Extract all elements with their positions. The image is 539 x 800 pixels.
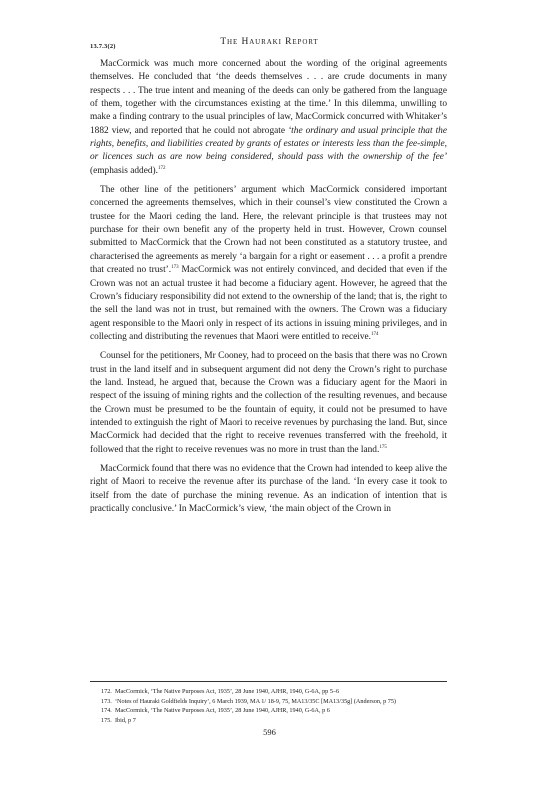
paragraph-text: Counsel for the petitioners, Mr Cooney, had to proceed on the basis that there was no Crown trust in the land itself and in subsequent argument did not deny the Crown’s right to purchase the land. Instead, he argued that, because the Crown was a fiduciary agent for the Maori in respect of the issuing of mining rights and the collection of the resulting revenues, and because the Crown must be presumed to be the fountain of equity, it could not be presumed to have intended to extinguish the right of Maori to receive revenues by purchasing the land. But, since MacCormick had decided that the right to receive revenues transferred with the freehold, it followed that the right to receive revenues was no more in trust than the land. — [90, 351, 447, 455]
paragraph — [90, 58, 447, 178]
paragraph-text: MacCormick was not entirely convinced, and decided that even if the Crown was not an actual trustee it had become a fiduciary agent. However, he agreed that the Crown’s fiduciary responsibility did not extend to the ownership of the land; that is, the right to the sell the land was not in trust, but remained with the owners. The Crown was a fiduciary agent responsible to the Maori only in respect of its actions in issuing mining privileges, and in collecting and distributing the revenues that Maori were entitled to receive. — [90, 265, 448, 342]
body-text — [90, 58, 447, 522]
footnote-ref: 172 — [157, 165, 166, 171]
footnote-ref: 174 — [371, 331, 379, 337]
paragraph-text: The other line of the petitioners’ argument which MacCormick considered important concerned the agreements themselves, which in their counsel’s view constituted the Crown a trustee for the Maori ceding the land. Here, the relevant principle is that trustees may not purchase for their own benefit any of the property held in trust. However, Crown counsel submitted to MacCormick that the Crown had not been constituted as a statutory trustee, and characterised the agreements as merely ‘a bargain for a right or easement . . . a profit a prendre that created no trust’. — [90, 185, 447, 276]
page-number: 596 — [263, 727, 276, 737]
footnote-text: MacCormick, ‘The Native Purposes Act, 1935’, 28 June 1940, AJHR, 1940, G-6A, pp 5–6 — [115, 688, 340, 695]
footnote — [101, 697, 447, 707]
footnote-number: 174. — [101, 707, 112, 714]
quoted-principle: ‘the ordinary and usual principle that the rights, benefits, and liabilities created by grants of estates or interests less than the fee-simple, or licences such as are now being considered, should pass with the ownership of the fee’ — [90, 125, 447, 163]
paragraph — [90, 463, 447, 516]
footnote — [101, 716, 447, 726]
paragraph-text: MacCormick was much more concerned about the wording of the original agreements themselves. He concluded that ‘the deeds themselves . . . are crude documents in many respects . . . The true intent and meaning of the deeds can only be gathered from the language of them, together with the circumstances existing at the time.’ In this dilemma, unwilling to make a finding contrary to the usual principles of law, MacCormick concurred with Whitaker’s 1882 view, and reported that he could not abrogate — [90, 59, 447, 136]
footnote — [101, 687, 447, 697]
paragraph-text: MacCormick found that there was no evidence that the Crown had intended to keep alive the right of Maori to receive the revenue after its purchase of the land. ‘In every case it took to itself from the date of purchase the mining revenue. As an indication of intention that is practically conclusive.’ In MacCormick’s view, ‘the main object of the Crown in — [90, 463, 447, 514]
paragraph — [90, 350, 447, 457]
footnotes — [101, 687, 447, 725]
footnote-number: 173. — [101, 697, 112, 705]
footnote-text: MacCormick, ‘The Native Purposes Act, 1935’, 28 June 1940, AJHR, 1940, G-6A, p 6 — [115, 707, 330, 714]
footnote-number: 172. — [101, 688, 112, 695]
paragraph-text: (emphasis added). — [90, 165, 158, 176]
running-head: The Hauraki Report — [220, 37, 319, 47]
footnote-rule — [90, 681, 447, 682]
footnote-ref: 173 — [171, 265, 179, 271]
footnote-ref: 175 — [379, 444, 387, 450]
section-number: 13.7.3(2) — [90, 43, 116, 50]
footnote — [101, 706, 447, 716]
footnote-number: 175. — [101, 716, 112, 724]
footnote-text: Ibid, p 7 — [115, 716, 136, 724]
paragraph — [90, 184, 447, 344]
footnote-text: ‘Notes of Hauraki Goldfields Inquiry’, 6 March 1939, MA 1/ 18-9, 75, MA13/35C [MA13/35g] (Anderson, p 75) — [115, 697, 396, 705]
